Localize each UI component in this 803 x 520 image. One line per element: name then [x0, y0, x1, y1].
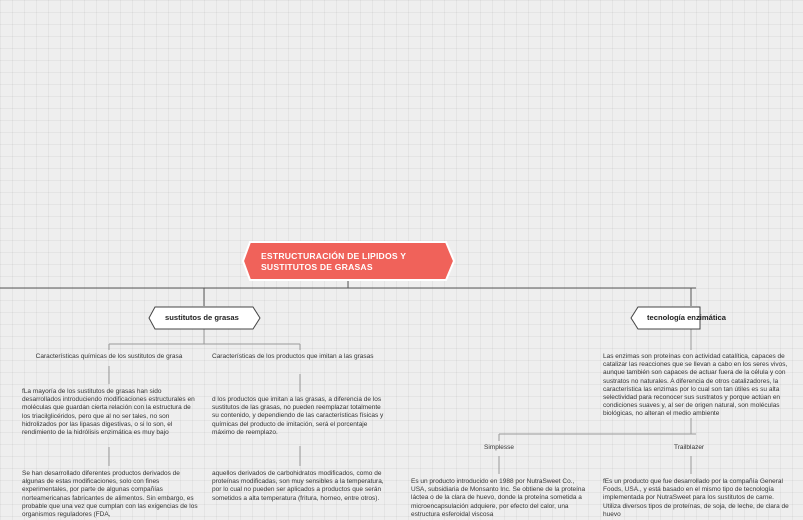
node-simplesse[interactable]: Simplesse	[484, 444, 514, 451]
node-sustitutos-para1[interactable]: fLa mayoría de los sustitutos de grasas han sido desarrollados introduciendo modificaciones estructurales en moléculas que guardan cierta relación con la estructura de los triacilglicéridos, pero que al no ser tales, no son hidrolizados por las lipasas digestivas, o si lo son, el rendimiento de la hidrólisis enzimática es muy bajo	[22, 388, 195, 437]
node-sustitutos-de-grasas[interactable]: sustitutos de grasas	[165, 313, 239, 322]
root-title-line2: SUSTITUTOS DE GRASAS	[261, 262, 373, 272]
node-productos-para2[interactable]: aquellos derivados de carbohidratos modificados, como de proteínas modificadas, son muy sensibles a la temperatura, por lo cual no pueden ser aplicados a productos que serán sometidos a alta temperatura (fritura, horneo, entre otros).	[212, 470, 384, 502]
node-tecnologia-intro[interactable]: Las enzimas son proteínas con actividad catalítica, capaces de catalizar las reacciones que se llevan a cabo en los seres vivos, aunque también son capaces de actuar fuera de la célula y con sustratos no naturales. A diferencia de otros catalizadores, la característica las enzimas por lo cual son tan útiles es su alta selectividad para reconocer sus sustratos y porque actúan en condiciones suaves y, al ser de origen natural, son moléculas biológicas, no alteran el medio ambiente	[603, 353, 788, 418]
connector-tecnologia-children	[499, 418, 696, 441]
node-caracteristicas-quimicas[interactable]: Características químicas de los sustitutos de grasa	[35, 353, 183, 360]
connector-sustitutos-children	[109, 329, 300, 350]
node-caracteristicas-productos[interactable]: Características de los productos que imitan a las grasas	[212, 353, 374, 360]
node-tecnologia-enzimatica[interactable]: tecnología enzimática	[647, 313, 726, 322]
root-node[interactable]	[261, 251, 441, 273]
node-trailblazer[interactable]: Trailblazer	[674, 444, 705, 451]
root-title-line1: ESTRUCTURACIÓN DE LIPIDOS Y	[261, 251, 407, 261]
node-trailblazer-para[interactable]: fEs un producto que fue desarrollado por la compañía General Foods, USA., y está basado en el mismo tipo de tecnología implementada por NutraSweet para los sustitutos de carne. Utiliza diversos tipos de proteínas, de soja, de leche, de clara de huevo	[603, 478, 789, 518]
node-sustitutos-para2[interactable]: Se han desarrollado diferentes productos derivados de algunas de estas modificaciones, solo con fines experimentales, por parte de algunas compañías norteamericanas fabricantes de alimentos. Sin embargo, es probable que una vez que cumplan con las exigencias de los organismos reguladores (FDA,	[22, 470, 198, 519]
node-productos-para1[interactable]: d los productos que imitan a las grasas, a diferencia de los sustitutos de las grasas, no pueden reemplazar totalmente su contenido, y dependiendo de las características físicas y químicas del producto de imitación, será el porcentaje máximo de reemplazo.	[212, 396, 384, 436]
node-simplesse-para[interactable]: Es un producto introducido en 1988 por NutraSweet Co., USA, subsidiaria de Monsanto Inc. Se obtiene de la proteína láctea o de la clara de huevo, donde la proteína sometida a microencapsulación adquiere, por efecto del calor, una estructura esferoidal viscosa	[411, 478, 586, 518]
